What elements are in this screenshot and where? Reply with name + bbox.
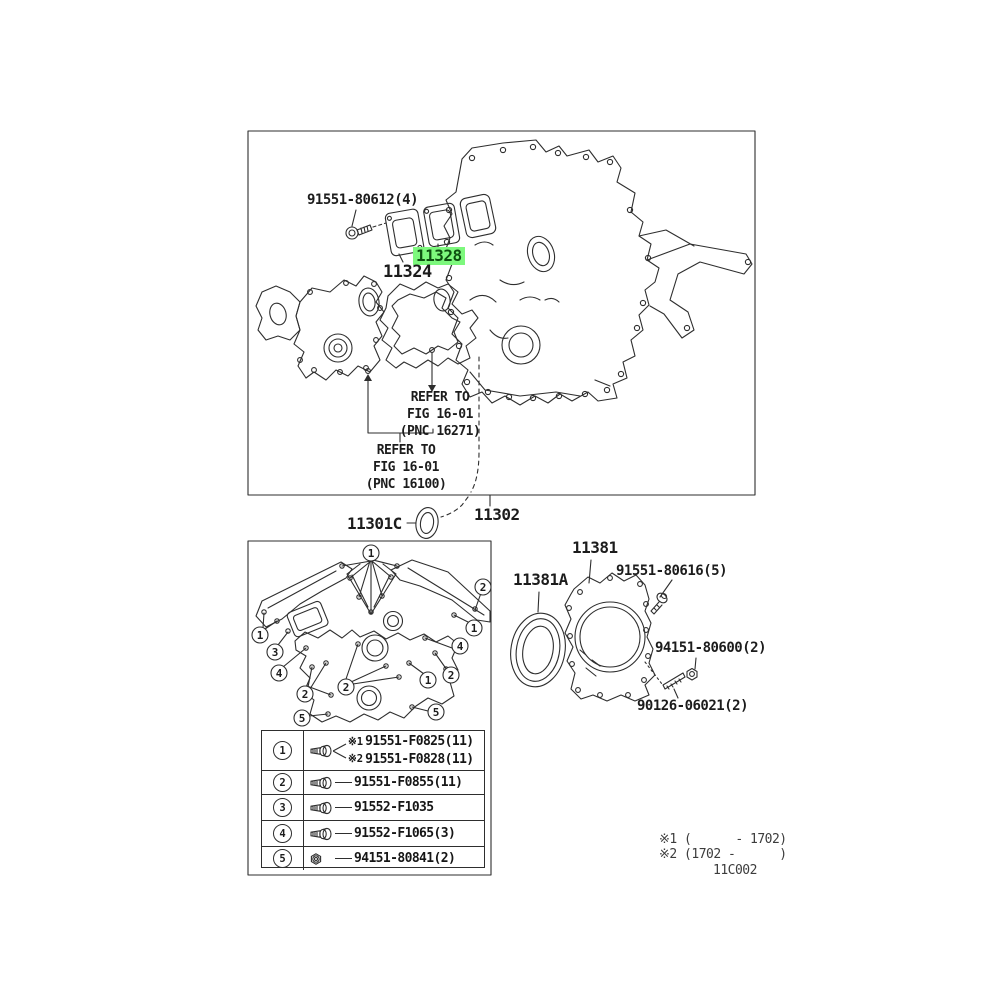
gasket-11328-drawing xyxy=(423,203,460,248)
callout-badge: 3 xyxy=(273,798,292,817)
part-number: 94151-80841(2) xyxy=(354,851,456,866)
rear-oil-seal-drawing xyxy=(505,609,571,691)
bolt-icon xyxy=(309,776,333,790)
stud-bolt-icon-90126 xyxy=(663,673,685,689)
refer-line: (PNC 16271) xyxy=(399,424,481,440)
connector-line xyxy=(335,807,352,808)
table-row xyxy=(262,846,484,870)
callout-badge xyxy=(475,579,491,595)
oil-seal-icon-11301c xyxy=(407,506,440,540)
bolt-icon xyxy=(309,801,333,815)
callout-badge xyxy=(428,704,444,720)
figure-code: 11C002 xyxy=(713,863,757,878)
callout-badge xyxy=(420,672,436,688)
part-label-11301c: 11301C xyxy=(347,514,402,533)
svg-text:1: 1 xyxy=(470,622,478,635)
part-label-11328-highlighted[interactable]: 11328 xyxy=(413,247,465,265)
table-row xyxy=(262,770,484,794)
part-cell xyxy=(304,771,484,794)
bolt-position-dots xyxy=(262,564,477,716)
bolt-icon-80616 xyxy=(651,591,669,614)
cover-bolt-holes xyxy=(444,144,750,400)
refer-line: REFER TO xyxy=(376,443,436,458)
svg-text:2: 2 xyxy=(447,669,455,682)
top-diagram-frame xyxy=(248,131,755,495)
footnote-mark: ※2 xyxy=(348,753,364,766)
table-row xyxy=(262,794,484,820)
refer-note-16100 xyxy=(360,442,452,493)
svg-text:5: 5 xyxy=(298,712,306,725)
table-row xyxy=(262,731,484,770)
callout-badge: 4 xyxy=(273,824,292,843)
callout-badge xyxy=(294,710,310,726)
svg-text:5: 5 xyxy=(432,706,440,719)
footnote-2: ※2 (1702 - ) xyxy=(659,847,787,862)
callout-badge xyxy=(466,620,482,636)
refer-note-16271 xyxy=(394,389,486,440)
refer-line: (PNC 16100) xyxy=(365,477,447,493)
callout-number-cell xyxy=(262,771,304,794)
callout-badge xyxy=(338,679,354,695)
bolt-icon xyxy=(309,744,333,758)
svg-text:4: 4 xyxy=(275,667,283,680)
part-number: 91551-F0828(11) xyxy=(365,751,474,767)
callout-badge: 1 xyxy=(273,741,292,760)
svg-text:4: 4 xyxy=(456,640,464,653)
callout-number-cell xyxy=(262,821,304,846)
callout-badge xyxy=(271,665,287,681)
svg-text:3: 3 xyxy=(271,646,279,659)
svg-text:2: 2 xyxy=(301,688,309,701)
part-label-94151-80600: 94151-80600(2) xyxy=(655,640,767,656)
callout-badge xyxy=(267,644,283,660)
callout-number-cell xyxy=(262,847,304,870)
nut-icon-80600 xyxy=(687,669,697,681)
part-label-90126-06021: 90126-06021(2) xyxy=(637,698,749,714)
bolt-icon xyxy=(309,827,333,841)
svg-text:1: 1 xyxy=(367,547,375,560)
callout-badge: 2 xyxy=(273,773,292,792)
callout-badge xyxy=(297,686,313,702)
part-number: 91552-F1065(3) xyxy=(354,826,456,841)
callout-number-cell xyxy=(262,731,304,770)
part-number-line xyxy=(348,733,474,751)
timing-cover-drawing xyxy=(444,140,752,405)
table-row xyxy=(262,820,484,846)
bolt-icon-80612 xyxy=(346,210,386,239)
callout-badge xyxy=(252,627,268,643)
fastener-parts-table xyxy=(261,730,485,868)
svg-text:1: 1 xyxy=(256,629,264,642)
part-label-11381a: 11381A xyxy=(513,570,568,589)
part-cell xyxy=(304,847,484,870)
part-label-11381: 11381 xyxy=(572,538,618,557)
nut-icon xyxy=(309,852,333,866)
svg-text:2: 2 xyxy=(342,681,350,694)
connector-line xyxy=(335,782,352,783)
part-label-91551-80616: 91551-80616(5) xyxy=(616,563,728,579)
connector-line xyxy=(335,833,352,834)
water-pump-gasket-drawing xyxy=(380,282,478,368)
callout-badge xyxy=(363,545,379,561)
part-number: 91552-F1035 xyxy=(354,800,434,815)
retainer-bolt-holes xyxy=(567,576,651,698)
part-label-11302: 11302 xyxy=(474,505,520,524)
part-cell xyxy=(304,821,484,846)
refer-line: FIG 16-01 xyxy=(373,460,439,476)
part-label-91551-80612: 91551-80612(4) xyxy=(307,192,419,208)
callout-badge xyxy=(452,638,468,654)
connector-line xyxy=(335,858,352,859)
split-connector xyxy=(333,740,348,762)
part-number-lines xyxy=(348,733,474,768)
part-cell xyxy=(304,731,484,770)
callout-leader-lines xyxy=(263,560,481,716)
refer-line: REFER TO xyxy=(410,390,470,405)
callout-badge xyxy=(443,667,459,683)
refer-line: FIG 16-01 xyxy=(407,407,473,423)
callout-number-cell xyxy=(262,795,304,820)
footnote-1: ※1 ( - 1702) xyxy=(659,832,787,847)
part-number: 91551-F0825(11) xyxy=(365,733,474,749)
part-cell xyxy=(304,795,484,820)
part-label-11324: 11324 xyxy=(383,262,432,282)
svg-text:2: 2 xyxy=(479,581,487,594)
part-number-line xyxy=(348,751,474,769)
part-number: 91551-F0855(11) xyxy=(354,775,463,790)
callout-badge: 5 xyxy=(273,849,292,868)
footnote-mark: ※1 xyxy=(348,735,364,748)
svg-text:1: 1 xyxy=(424,674,432,687)
water-pump-drawing xyxy=(256,276,384,380)
